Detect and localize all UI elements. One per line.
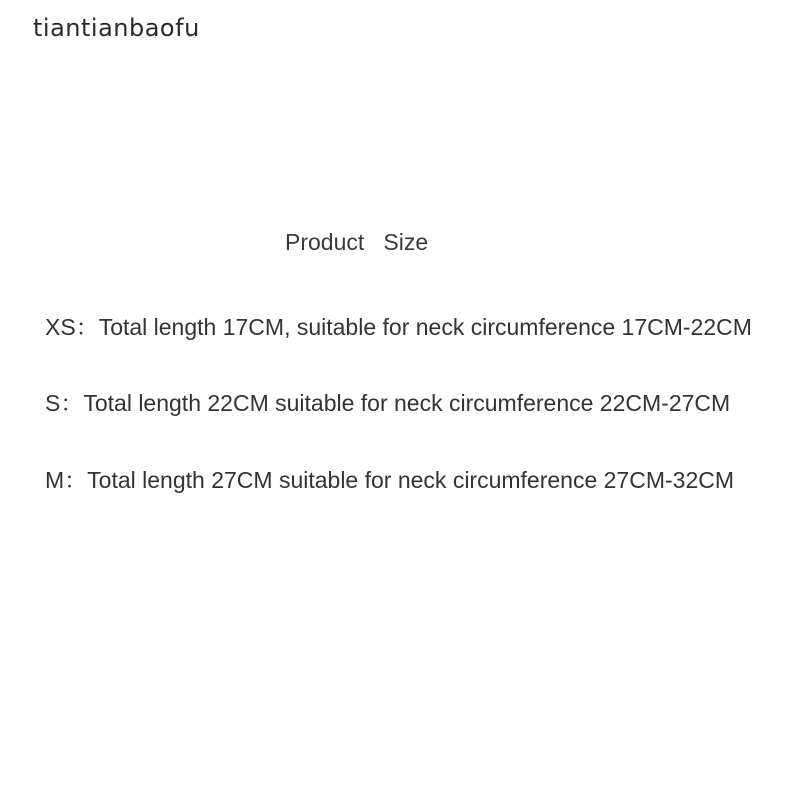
size-row-xs [45,309,752,342]
size-row-m [45,462,734,495]
size-row-s [45,385,730,418]
size-label: S [45,390,61,416]
size-separator: ： [75,314,99,340]
size-label: M [45,467,65,493]
size-description: Total length 27CM suitable for neck circumference 27CM-32CM [87,467,735,493]
size-separator: ： [64,467,88,493]
size-label: XS [45,314,76,340]
size-description: Total length 17CM, suitable for neck circumference 17CM-22CM [98,314,752,340]
shop-watermark: tiantianbaofu [33,14,200,42]
size-description: Total length 22CM suitable for neck circumference 22CM-27CM [83,390,731,416]
page-title: Product Size [285,229,429,255]
size-separator: ： [60,390,84,416]
